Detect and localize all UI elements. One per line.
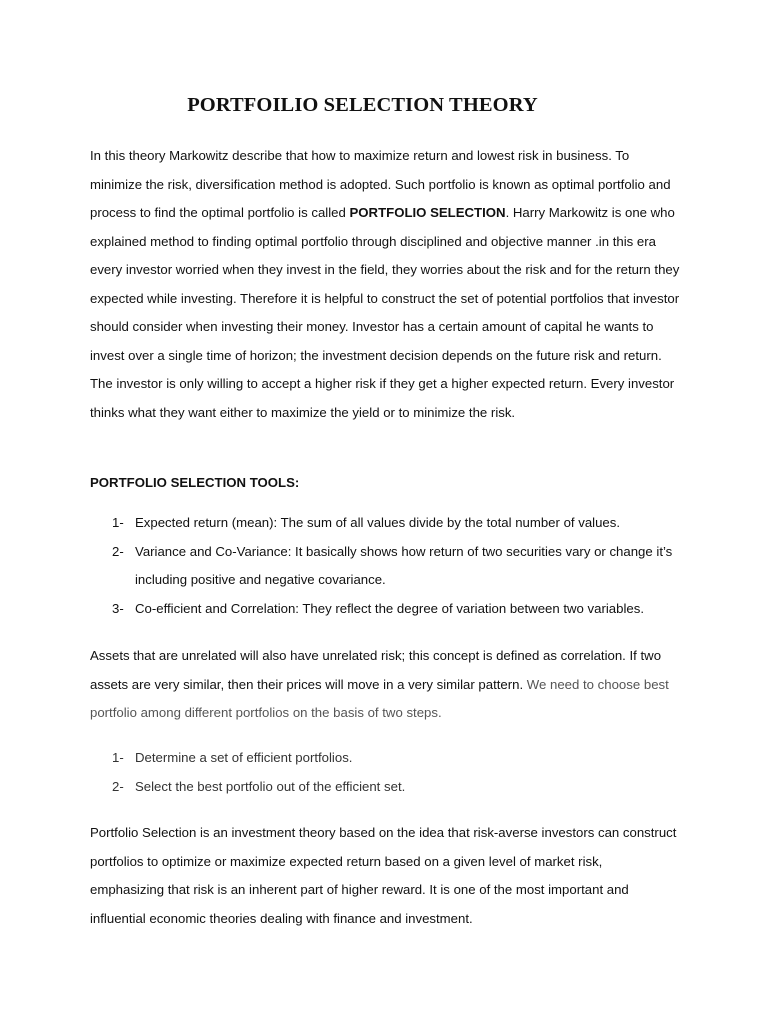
tools-list [90,509,690,623]
list-item-text: Expected return (mean): The sum of all values divide by the total number of values. [135,515,621,530]
list-item [90,538,690,595]
correlation-paragraph [90,642,680,728]
list-item [90,595,690,624]
list-item-number: 1- [112,515,124,530]
list-item-number: 2- [112,778,124,794]
tools-heading: PORTFOLIO SELECTION TOOLS: [90,475,300,490]
document-title: PORTFOILIO SELECTION THEORY [187,94,538,116]
list-item-text: Co-efficient and Correlation: They reflect the degree of variation between two variables. [135,600,644,616]
list-item [90,773,690,802]
list-item-number: 2- [112,543,124,559]
intro-bold-term: PORTFOLIO SELECTION [349,205,506,220]
correlation-text-part2: We need to choose best portfolio among different portfolios on the basis of two steps. [90,676,669,720]
list-item [90,509,690,538]
closing-paragraph: Portfolio Selection is an investment theory based on the idea that risk-averse investors can construct portfolios to optimize or maximize expected return based on a given level of market risk, emphasizing that risk is an inherent part of higher reward. It is one of the most important and influential economic theories dealing with finance and investment. [90,825,677,926]
intro-text-part2: . Harry Markowitz is one who explained method to finding optimal portfolio through disciplined and objective manner .in this era every investor worried when they invest in the field, they worries about the risk and for the return they expected while investing. Therefore it is helpful to construct the set of potential portfolios that investor should consider when investing their money. Investor has a certain amount of capital he wants to invest over a single time of horizon; the investment decision depends on the future risk and return. The investor is only willing to accept a higher risk if they get a higher expected return. Every investor thinks what they want either to maximize the yield or to minimize the risk. [90,205,680,420]
list-item-number: 3- [112,600,124,616]
intro-text-part1: In this theory Markowitz describe that how to maximize return and lowest risk in business. To minimize the risk, diversification method is adopted. Such portfolio is known as optimal portfolio and process to find the optimal portfolio is called [90,148,671,220]
list-item [90,744,690,773]
steps-list [90,744,690,801]
correlation-text-part1: Assets that are unrelated will also have unrelated risk; this concept is defined as correlation. If two assets are very similar, then their prices will move in a very similar pattern. [90,648,662,692]
list-item-number: 1- [112,750,124,765]
list-item-text: Variance and Co-Variance: It basically shows how return of two securities vary or change it’s including positive and negative covariance. [135,543,673,587]
list-item-text: Determine a set of efficient portfolios. [135,750,353,765]
intro-paragraph [90,142,680,427]
list-item-text: Select the best portfolio out of the efficient set. [135,778,406,794]
